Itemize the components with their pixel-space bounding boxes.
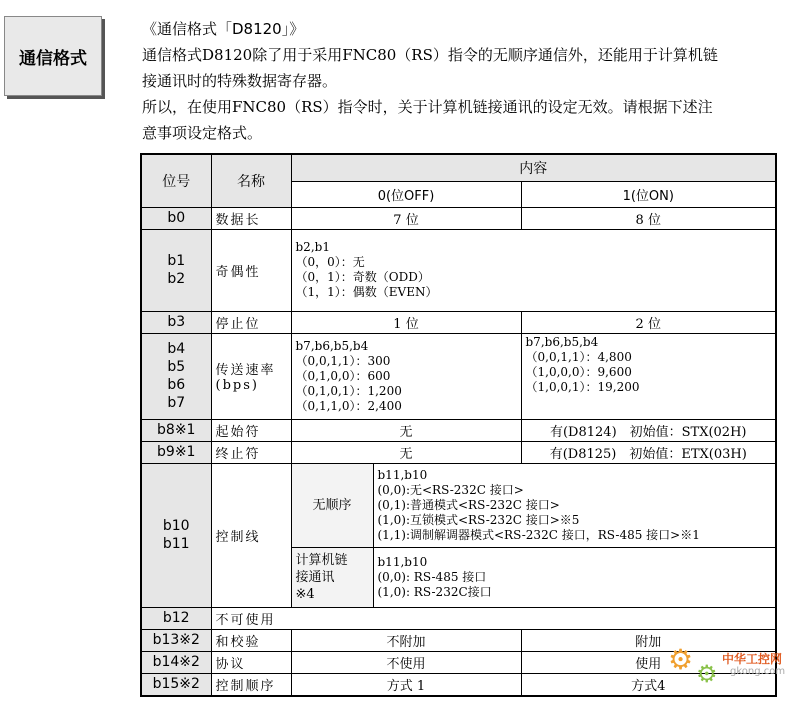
- header-content: 内容: [291, 154, 776, 181]
- control-line: b11,b10: [377, 467, 428, 482]
- watermark: [668, 644, 798, 696]
- bit-cell: b9※1: [141, 441, 211, 463]
- section-label: 通信格式: [4, 16, 102, 96]
- baud-unit: (bps): [215, 378, 259, 393]
- off-cell: [291, 333, 521, 419]
- baud-line: （1,0,0,1）：19,200: [525, 379, 640, 394]
- link-label-line: 计算机链: [295, 552, 348, 568]
- watermark-url: gkong.com: [730, 666, 786, 677]
- on-cell: 方式4: [521, 673, 776, 696]
- baud-line: b7,b6,b5,b4: [525, 334, 599, 349]
- table-row: [141, 207, 776, 229]
- header-on: 1(位ON): [521, 181, 776, 207]
- control-lines-link: [373, 547, 776, 607]
- name-cell: 协议: [211, 651, 291, 673]
- header-name: 名称: [211, 154, 291, 207]
- intro-para2-line1: 所以，在使用FNC80（RS）指令时，关于计算机链接通讯的设定无效。请根据下述注: [142, 98, 713, 116]
- control-line: (0,1):普通模式<RS-232C 接口>: [377, 497, 560, 512]
- intro-para2-line2: 意事项设定格式。: [142, 124, 263, 142]
- off-cell: 方式 1: [291, 673, 521, 696]
- bit-b11: b11: [162, 536, 190, 552]
- on-cell: 8 位: [521, 207, 776, 229]
- name-cell: 控制线: [211, 463, 291, 607]
- table-row: [141, 333, 776, 419]
- bit-cell: b13※2: [141, 629, 211, 651]
- bit-cell: b15※2: [141, 673, 211, 696]
- on-cell: 有(D8125) 初始值：ETX(03H): [521, 441, 776, 463]
- baud-line: b7,b6,b5,b4: [295, 338, 369, 353]
- header-bit: 位号: [141, 154, 211, 207]
- parity-line: （1，1）：偶数（EVEN）: [295, 285, 438, 299]
- control-line: b11,b10: [377, 554, 428, 569]
- bit-cell: [141, 463, 211, 607]
- on-cell: 使用: [521, 651, 776, 673]
- off-cell: 1 位: [291, 311, 521, 333]
- name-cell: 奇偶性: [211, 229, 291, 311]
- bit-b7: b7: [167, 395, 186, 411]
- table-row: [141, 441, 776, 463]
- name-cell: 控制顺序: [211, 673, 291, 696]
- table-row: [141, 419, 776, 441]
- table-row: [141, 229, 776, 311]
- parity-line: （0，0）：无: [295, 255, 365, 269]
- baud-line: （0,1,0,1）：1,200: [295, 383, 402, 398]
- baud-line: （0,0,1,1）：300: [295, 353, 391, 368]
- bit-cell: b0: [141, 207, 211, 229]
- intro-para1-line2: 接通讯时的特殊数据寄存器。: [142, 72, 338, 90]
- intro-text: [142, 16, 792, 146]
- bit-b1: b1: [167, 253, 186, 269]
- name-cell: 和校验: [211, 629, 291, 651]
- link-label-line: 接通讯: [295, 569, 335, 585]
- bit-b6: b6: [167, 377, 186, 393]
- control-lines-nonprotocol: [373, 463, 776, 547]
- table-row: [141, 311, 776, 333]
- name-cell: 数据长: [211, 207, 291, 229]
- intro-title: 《通信格式「D8120」》: [142, 20, 305, 38]
- baud-line: （0,1,1,0）：2,400: [295, 398, 402, 413]
- bit-cell: [141, 333, 211, 419]
- control-line: (1,0): RS-232C接口: [377, 584, 492, 599]
- intro-para1-line1: 通信格式D8120除了用于采用FNC80（RS）指令的无顺序通信外，还能用于计算机链: [142, 46, 718, 64]
- bit-cell: b12: [141, 607, 211, 629]
- control-sub-label-link: [291, 547, 373, 607]
- off-cell: 无: [291, 441, 521, 463]
- bit-b4: b4: [167, 341, 186, 357]
- name-cell: 停止位: [211, 311, 291, 333]
- gear-icon: ⚙: [668, 643, 694, 676]
- parity-line: b2,b1: [295, 240, 330, 254]
- gear-icon: ⚙: [696, 660, 718, 688]
- format-table: [140, 153, 777, 697]
- on-cell: [521, 333, 776, 419]
- baud-line: （1,0,0,0）：9,600: [525, 364, 632, 379]
- watermark-text: 中华工控网: [722, 652, 783, 666]
- off-cell: 无: [291, 419, 521, 441]
- header-off: 0(位OFF): [291, 181, 521, 207]
- off-cell: 不使用: [291, 651, 521, 673]
- bit-cell: b8※1: [141, 419, 211, 441]
- baud-line: （0,1,0,0）：600: [295, 368, 391, 383]
- bit-cell: b3: [141, 311, 211, 333]
- name-cell: [211, 333, 291, 419]
- control-sub-label-nonprotocol: 无顺序: [291, 463, 373, 547]
- parity-cell: [291, 229, 776, 311]
- name-cell: 不可使用: [211, 607, 776, 629]
- link-label-line: ※4: [295, 586, 315, 602]
- on-cell: 附加: [521, 629, 776, 651]
- off-cell: 7 位: [291, 207, 521, 229]
- on-cell: 2 位: [521, 311, 776, 333]
- bit-b2: b2: [167, 271, 186, 287]
- control-line: (1,1):调制解调器模式<RS-232C 接口，RS-485 接口>※1: [377, 527, 700, 542]
- baud-line: （0,0,1,1）：4,800: [525, 349, 632, 364]
- bit-cell: [141, 229, 211, 311]
- name-cell: 起始符: [211, 419, 291, 441]
- name-cell: 终止符: [211, 441, 291, 463]
- on-cell: 有(D8124) 初始值：STX(02H): [521, 419, 776, 441]
- table-row: [141, 607, 776, 629]
- control-line: (0,0): RS-485 接口: [377, 569, 487, 584]
- control-line: (0,0):无<RS-232C 接口>: [377, 482, 524, 497]
- bit-b10: b10: [162, 518, 190, 534]
- bit-b5: b5: [167, 359, 186, 375]
- parity-line: （0，1）：奇数（ODD）: [295, 270, 430, 284]
- baud-name: 传送速率: [215, 363, 276, 378]
- bit-cell: b14※2: [141, 651, 211, 673]
- off-cell: 不附加: [291, 629, 521, 651]
- table-row: [141, 463, 776, 547]
- control-line: (1,0):互锁模式<RS-232C 接口>※5: [377, 512, 580, 527]
